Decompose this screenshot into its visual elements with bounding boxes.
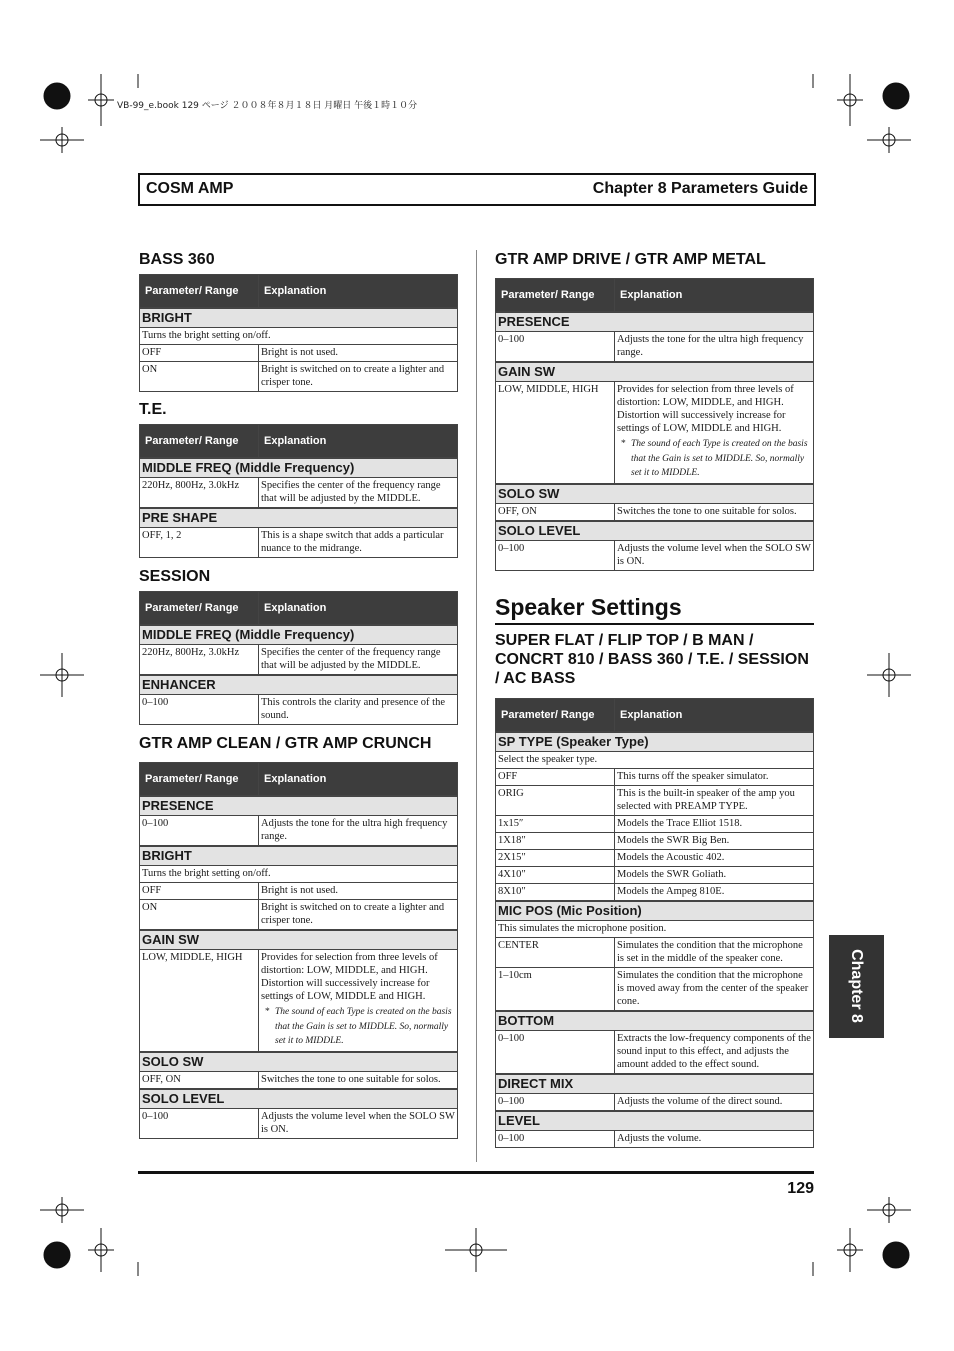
table-row — [496, 849, 814, 866]
range-cell: OFF, 1, 2 — [140, 528, 259, 558]
param-group-name: SOLO SW — [140, 1052, 458, 1072]
explanation-cell: Adjusts the volume. — [615, 1130, 814, 1147]
range-cell: 0–100 — [496, 332, 615, 363]
explanation-cell: This controls the clarity and presence of the sound. — [259, 695, 458, 725]
explanation-cell: Models the Ampeg 810E. — [615, 883, 814, 901]
range-cell: 0–100 — [140, 1108, 259, 1138]
footnote-text: The sound of each Type is created on the basis that the Gain is set to MIDDLE. So, normally set it to MIDDLE. — [275, 1007, 452, 1046]
range-cell: LOW, MIDDLE, HIGH — [496, 382, 615, 484]
table-row — [140, 478, 458, 509]
col-header-explanation: Explanation — [259, 275, 458, 309]
range-cell: 0–100 — [140, 816, 259, 847]
col-header-param: Parameter/ Range — [496, 698, 615, 732]
explanation-cell: This turns off the speaker simulator. — [615, 768, 814, 785]
explanation-cell: Adjusts the tone for the ultra high frequency range. — [615, 332, 814, 363]
explanation-cell: Simulates the condition that the microphone is moved away from the center of the speaker cone. — [615, 967, 814, 1011]
header-chapter-title: Chapter 8 Parameters Guide — [592, 180, 808, 197]
param-group-name: GAIN SW — [496, 362, 814, 382]
col-header-param: Parameter/ Range — [496, 279, 615, 313]
explanation-cell: Switches the tone to one suitable for solos. — [259, 1071, 458, 1089]
title-rule — [495, 623, 814, 625]
range-cell: 0–100 — [140, 695, 259, 725]
col-header-param: Parameter/ Range — [140, 275, 259, 309]
param-group-desc: Turns the bright setting on/off. — [140, 866, 458, 883]
table-te — [139, 424, 458, 558]
page-number: 129 — [787, 1180, 814, 1197]
footer-rule — [138, 1171, 814, 1174]
explanation-cell: Models the Trace Elliot 1518. — [615, 815, 814, 832]
param-group-name: SOLO SW — [496, 484, 814, 504]
explanation-cell: Adjusts the volume level when the SOLO SW is ON. — [615, 540, 814, 570]
param-group-desc: Turns the bright setting on/off. — [140, 328, 458, 345]
table-row — [496, 503, 814, 521]
param-group-name: MIDDLE FREQ (Middle Frequency) — [140, 625, 458, 645]
footnote: * The sound of each Type is created on the basis that the Gain is set to MIDDLE. So, normally set it to MIDDLE. — [265, 1007, 452, 1046]
explanation-cell: Adjusts the tone for the ultra high frequency range. — [259, 816, 458, 847]
left-column — [139, 250, 458, 1139]
explanation-cell: Specifies the center of the frequency range that will be adjusted by the MIDDLE. — [259, 478, 458, 509]
param-group-name: SP TYPE (Speaker Type) — [496, 732, 814, 752]
table-bass360 — [139, 274, 458, 392]
col-header-explanation: Explanation — [615, 279, 814, 313]
table-row — [140, 900, 458, 931]
range-cell: 1X18″ — [496, 832, 615, 849]
explanation-cell: This is the built-in speaker of the amp you selected with PREAMP TYPE. — [615, 785, 814, 815]
explanation-cell: Switches the tone to one suitable for solos. — [615, 503, 814, 521]
explanation-cell: Simulates the condition that the microphone is set in the middle of the speaker cone. — [615, 937, 814, 967]
explanation-cell: Adjusts the volume of the direct sound. — [615, 1093, 814, 1111]
table-row — [140, 883, 458, 900]
explanation-cell: Adjusts the volume level when the SOLO SW is ON. — [259, 1108, 458, 1138]
range-cell: 1x15″ — [496, 815, 615, 832]
table-session — [139, 591, 458, 725]
col-header-param: Parameter/ Range — [140, 592, 259, 626]
explanation-text: Provides for selection from three levels of distortion: LOW, MIDDLE, and HIGH. Distortion will successively increase for settings of LOW, MIDDLE and HIGH. — [617, 384, 794, 434]
range-cell: OFF — [140, 883, 259, 900]
crop-mark-text: VB-99_e.book 129 ページ ２００８年８月１８日 月曜日 午後１時１０分 — [117, 101, 418, 111]
explanation-cell: Bright is switched on to create a lighter and crisper tone. — [259, 900, 458, 931]
param-group-desc: This simulates the microphone position. — [496, 920, 814, 937]
range-cell: 220Hz, 800Hz, 3.0kHz — [140, 478, 259, 509]
range-cell: ON — [140, 362, 259, 392]
speaker-settings-subtitle: SUPER FLAT / FLIP TOP / B MAN / CONCRT 810 / BASS 360 / T.E. / SESSION / AC BASS — [495, 631, 809, 687]
param-group-name: SOLO LEVEL — [140, 1089, 458, 1109]
table-row — [496, 1030, 814, 1074]
table-row — [140, 645, 458, 676]
range-cell: OFF, ON — [496, 503, 615, 521]
explanation-cell: Specifies the center of the frequency range that will be adjusted by the MIDDLE. — [259, 645, 458, 676]
range-cell: ORIG — [496, 785, 615, 815]
param-group-name: DIRECT MIX — [496, 1074, 814, 1094]
col-header-explanation: Explanation — [259, 425, 458, 459]
col-header-explanation: Explanation — [259, 592, 458, 626]
section-title-clean-crunch: GTR AMP CLEAN / GTR AMP CRUNCH — [139, 735, 432, 752]
section-title-bass360: BASS 360 — [139, 251, 215, 268]
range-cell: CENTER — [496, 937, 615, 967]
table-row — [140, 816, 458, 847]
explanation-cell: Bright is switched on to create a lighter and crisper tone. — [259, 362, 458, 392]
col-header-param: Parameter/ Range — [140, 763, 259, 797]
table-row — [496, 832, 814, 849]
table-row — [496, 785, 814, 815]
col-header-param: Parameter/ Range — [140, 425, 259, 459]
explanation-cell — [259, 950, 458, 1052]
section-title-drive-metal: GTR AMP DRIVE / GTR AMP METAL — [495, 251, 766, 268]
explanation-cell: Models the Acoustic 402. — [615, 849, 814, 866]
param-group-name: PRE SHAPE — [140, 508, 458, 528]
table-row — [496, 866, 814, 883]
range-cell: 4X10″ — [496, 866, 615, 883]
right-column — [495, 250, 814, 1148]
footnote: * The sound of each Type is created on the basis that the Gain is set to MIDDLE. So, normally set it to MIDDLE. — [621, 439, 808, 478]
param-group-desc: Select the speaker type. — [496, 751, 814, 768]
table-row — [496, 332, 814, 363]
explanation-cell: Bright is not used. — [259, 345, 458, 362]
range-cell: 0–100 — [496, 1130, 615, 1147]
explanation-cell — [615, 382, 814, 484]
explanation-cell: Bright is not used. — [259, 883, 458, 900]
section-title-te: T.E. — [139, 401, 167, 418]
range-cell: 2X15″ — [496, 849, 615, 866]
table-clean-crunch — [139, 762, 458, 1139]
param-group-name: BOTTOM — [496, 1011, 814, 1031]
param-group-name: BRIGHT — [140, 308, 458, 328]
col-header-explanation: Explanation — [615, 698, 814, 732]
table-row — [496, 382, 814, 484]
chapter-tab — [829, 935, 884, 1038]
speaker-settings-title: Speaker Settings — [495, 593, 682, 620]
param-group-name: LEVEL — [496, 1111, 814, 1131]
table-row — [140, 695, 458, 725]
range-cell: 220Hz, 800Hz, 3.0kHz — [140, 645, 259, 676]
param-group-name: GAIN SW — [140, 930, 458, 950]
table-row — [496, 883, 814, 901]
range-cell: 1–10cm — [496, 967, 615, 1011]
explanation-cell: Extracts the low-frequency components of the sound input to this effect, and adjusts the amount added to the effect sound. — [615, 1030, 814, 1074]
explanation-cell: This is a shape switch that adds a particular nuance to the midrange. — [259, 528, 458, 558]
table-row — [496, 815, 814, 832]
chapter-tab-label: Chapter 8 — [848, 949, 865, 1023]
page-header — [138, 173, 816, 206]
table-row — [496, 937, 814, 967]
table-row — [140, 528, 458, 558]
table-drive-metal — [495, 278, 814, 571]
range-cell: ON — [140, 900, 259, 931]
explanation-cell: Models the SWR Goliath. — [615, 866, 814, 883]
table-row — [140, 950, 458, 1052]
param-group-name: PRESENCE — [140, 796, 458, 816]
range-cell: 0–100 — [496, 1093, 615, 1111]
table-row — [496, 1093, 814, 1111]
param-group-name: MIDDLE FREQ (Middle Frequency) — [140, 458, 458, 478]
table-row — [496, 1130, 814, 1147]
param-group-name: BRIGHT — [140, 846, 458, 866]
range-cell: LOW, MIDDLE, HIGH — [140, 950, 259, 1052]
param-group-name: ENHANCER — [140, 675, 458, 695]
range-cell: 8X10″ — [496, 883, 615, 901]
range-cell: OFF — [140, 345, 259, 362]
table-row — [140, 362, 458, 392]
table-row — [496, 768, 814, 785]
table-row — [496, 540, 814, 570]
param-group-name: PRESENCE — [496, 312, 814, 332]
table-row — [140, 1071, 458, 1089]
table-row — [496, 967, 814, 1011]
param-group-name: MIC POS (Mic Position) — [496, 901, 814, 921]
section-title-session: SESSION — [139, 568, 211, 585]
explanation-cell: Models the SWR Big Ben. — [615, 832, 814, 849]
table-row — [140, 345, 458, 362]
footnote-text: The sound of each Type is created on the basis that the Gain is set to MIDDLE. So, normally set it to MIDDLE. — [631, 439, 808, 478]
col-header-explanation: Explanation — [259, 763, 458, 797]
range-cell: 0–100 — [496, 540, 615, 570]
range-cell: OFF — [496, 768, 615, 785]
range-cell: 0–100 — [496, 1030, 615, 1074]
table-row — [140, 1108, 458, 1138]
header-section-title: COSM AMP — [146, 180, 234, 197]
explanation-text: Provides for selection from three levels of distortion: LOW, MIDDLE, and HIGH. Distortion will successively increase for settings of LOW, MIDDLE and HIGH. — [261, 952, 438, 1002]
table-speaker — [495, 698, 814, 1148]
param-group-name: SOLO LEVEL — [496, 521, 814, 541]
range-cell: OFF, ON — [140, 1071, 259, 1089]
column-divider — [476, 250, 477, 1162]
